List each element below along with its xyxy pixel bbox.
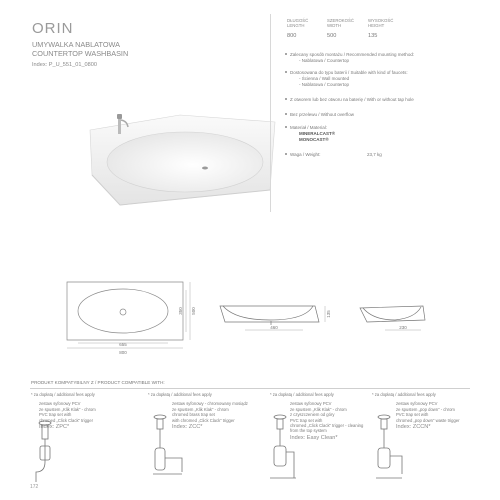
product-title: ORIN [32,20,74,37]
dim-length-value: 800 [287,33,297,39]
dim-width-value: 500 [327,33,337,39]
dim-height-value: 135 [368,33,378,39]
feature-faucet-sub1: - Ścienna / Wall mounted [299,75,350,81]
header-divider [270,14,271,212]
bullet-icon [285,113,287,115]
dim-side-width: 230 [399,325,407,330]
bullet-icon [285,71,287,73]
bullet-icon [285,53,287,55]
dim-width-pl: SZEROKOŚĆ [327,18,354,23]
product-desc: chromed „pop down” waste trigger [396,417,460,423]
product-desc: PVC trap set with [290,417,323,423]
trap-set-zccn-image [372,412,407,487]
feature-overflow [285,112,485,118]
dim-length-label [287,18,327,28]
feature-mounting [285,52,485,64]
product-subtitle [32,40,128,58]
feature-hole [285,97,485,103]
product-fee-note: * za dopłatą / additional fees apply [372,392,436,397]
feature-hole-text: Z otworem lub bez otworu na baterię / With or without tap hole [290,97,414,102]
products-heading: PRODUKT KOMPATYBILNY Z / PRODUCT COMPATIBLE WITH: [31,380,165,385]
product-desc: PVC trap set with [396,412,429,418]
product-index: Index: ZCC* [172,424,203,431]
feature-weight-label: Waga / Weight: [290,152,321,157]
product-fee-note: * za dopłatą / additional fees apply [31,392,95,397]
product-desc: chromed brass trap set [172,412,215,418]
product-index: Index: ZCCN* [396,424,431,431]
product-index: Index: ZPC* [39,424,70,431]
product-desc: zestaw syfonowy PCV [396,401,438,407]
product-desc: ze spustem „Klik Klak” - chrom [290,406,347,412]
side-section-drawing [355,298,430,343]
feature-material [285,125,485,142]
feature-mounting-sub: - Nablatowa / Countertop [299,57,350,63]
feature-material-text: Materiał / Material: [290,125,328,130]
dim-height-pl: WYSOKOŚĆ [368,18,394,23]
trap-set-zcc-image [148,412,188,487]
product-desc: ze spustem „Klik Klak” - chrom [39,406,96,412]
product-desc: chromed „Click Clack” trigger [39,417,93,423]
top-view-drawing [55,270,200,365]
material-monocast: MONOCAST® [299,136,329,142]
dim-width-label [327,18,367,28]
product-index: Index: P_U_551_01_0800 [32,62,98,68]
bullet-icon [285,153,287,155]
dim-front-width: 460 [270,325,278,330]
material-mineralcast: MINERALCAST® [299,130,336,136]
trap-set-zpc-image [30,418,60,488]
product-desc: ze spustem „Klik Klak” - chrom [172,406,229,412]
feature-mounting-text: Zalecany sposób montażu / Recommended mounting method: [290,52,415,57]
bullet-icon [285,126,287,128]
products-divider [30,388,470,389]
dim-top-depth-inner: 350 [178,307,183,315]
product-index: Index: Easy Clean* [290,434,338,441]
feature-weight-value: 23,7 kg [367,152,382,157]
dim-front-height: 135 [326,310,331,318]
dim-height-label [368,18,408,28]
dim-height-en: HEIGHT [368,23,385,28]
dim-top-width: 800 [119,350,127,355]
feature-overflow-text: Bez przelewu / Without overflow [290,112,355,117]
product-fee-note: * za dopłatą / additional fees apply [270,392,334,397]
trap-set-easy-clean-image [268,412,303,487]
basin-photo [80,80,280,215]
product-desc: PVC trap set with [39,412,72,418]
feature-weight [285,152,485,158]
front-section-drawing [215,298,340,343]
subtitle-pl: UMYWALKA NABLATOWA [32,40,120,49]
dim-top-inner: 655 [119,342,127,347]
dim-length-pl: DŁUGOŚĆ [287,18,309,23]
product-fee-note: * za dopłatą / additional fees apply [148,392,212,397]
dim-length-en: LENGTH [287,23,305,28]
product-desc: z czyszczeniem od góry [290,412,335,418]
product-desc: zestaw syfonowy - chromowany mosiądz [172,401,248,407]
product-desc: ze spustem „pop down” - chrom [396,406,455,412]
dim-width-en: WIDTH [327,23,342,28]
product-desc: chromed „Click Clack” trigger - cleaning from the top system [290,423,364,434]
product-desc: zestaw syfonowy PCV [39,401,81,407]
feature-faucet [285,70,485,87]
product-desc: zestaw syfonowy PCV [290,401,332,407]
dim-top-depth: 500 [191,307,196,315]
page-number: 172 [30,484,39,490]
feature-faucet-sub2: - Nablatowa / Countertop [299,81,350,87]
feature-faucet-text: Dostosowana do typu baterii / Suitable with kind of faucets: [290,70,408,75]
subtitle-en: COUNTERTOP WASHBASIN [32,49,129,58]
product-desc: with chromed „Click Clack” trigger [172,417,235,423]
bullet-icon [285,98,287,100]
